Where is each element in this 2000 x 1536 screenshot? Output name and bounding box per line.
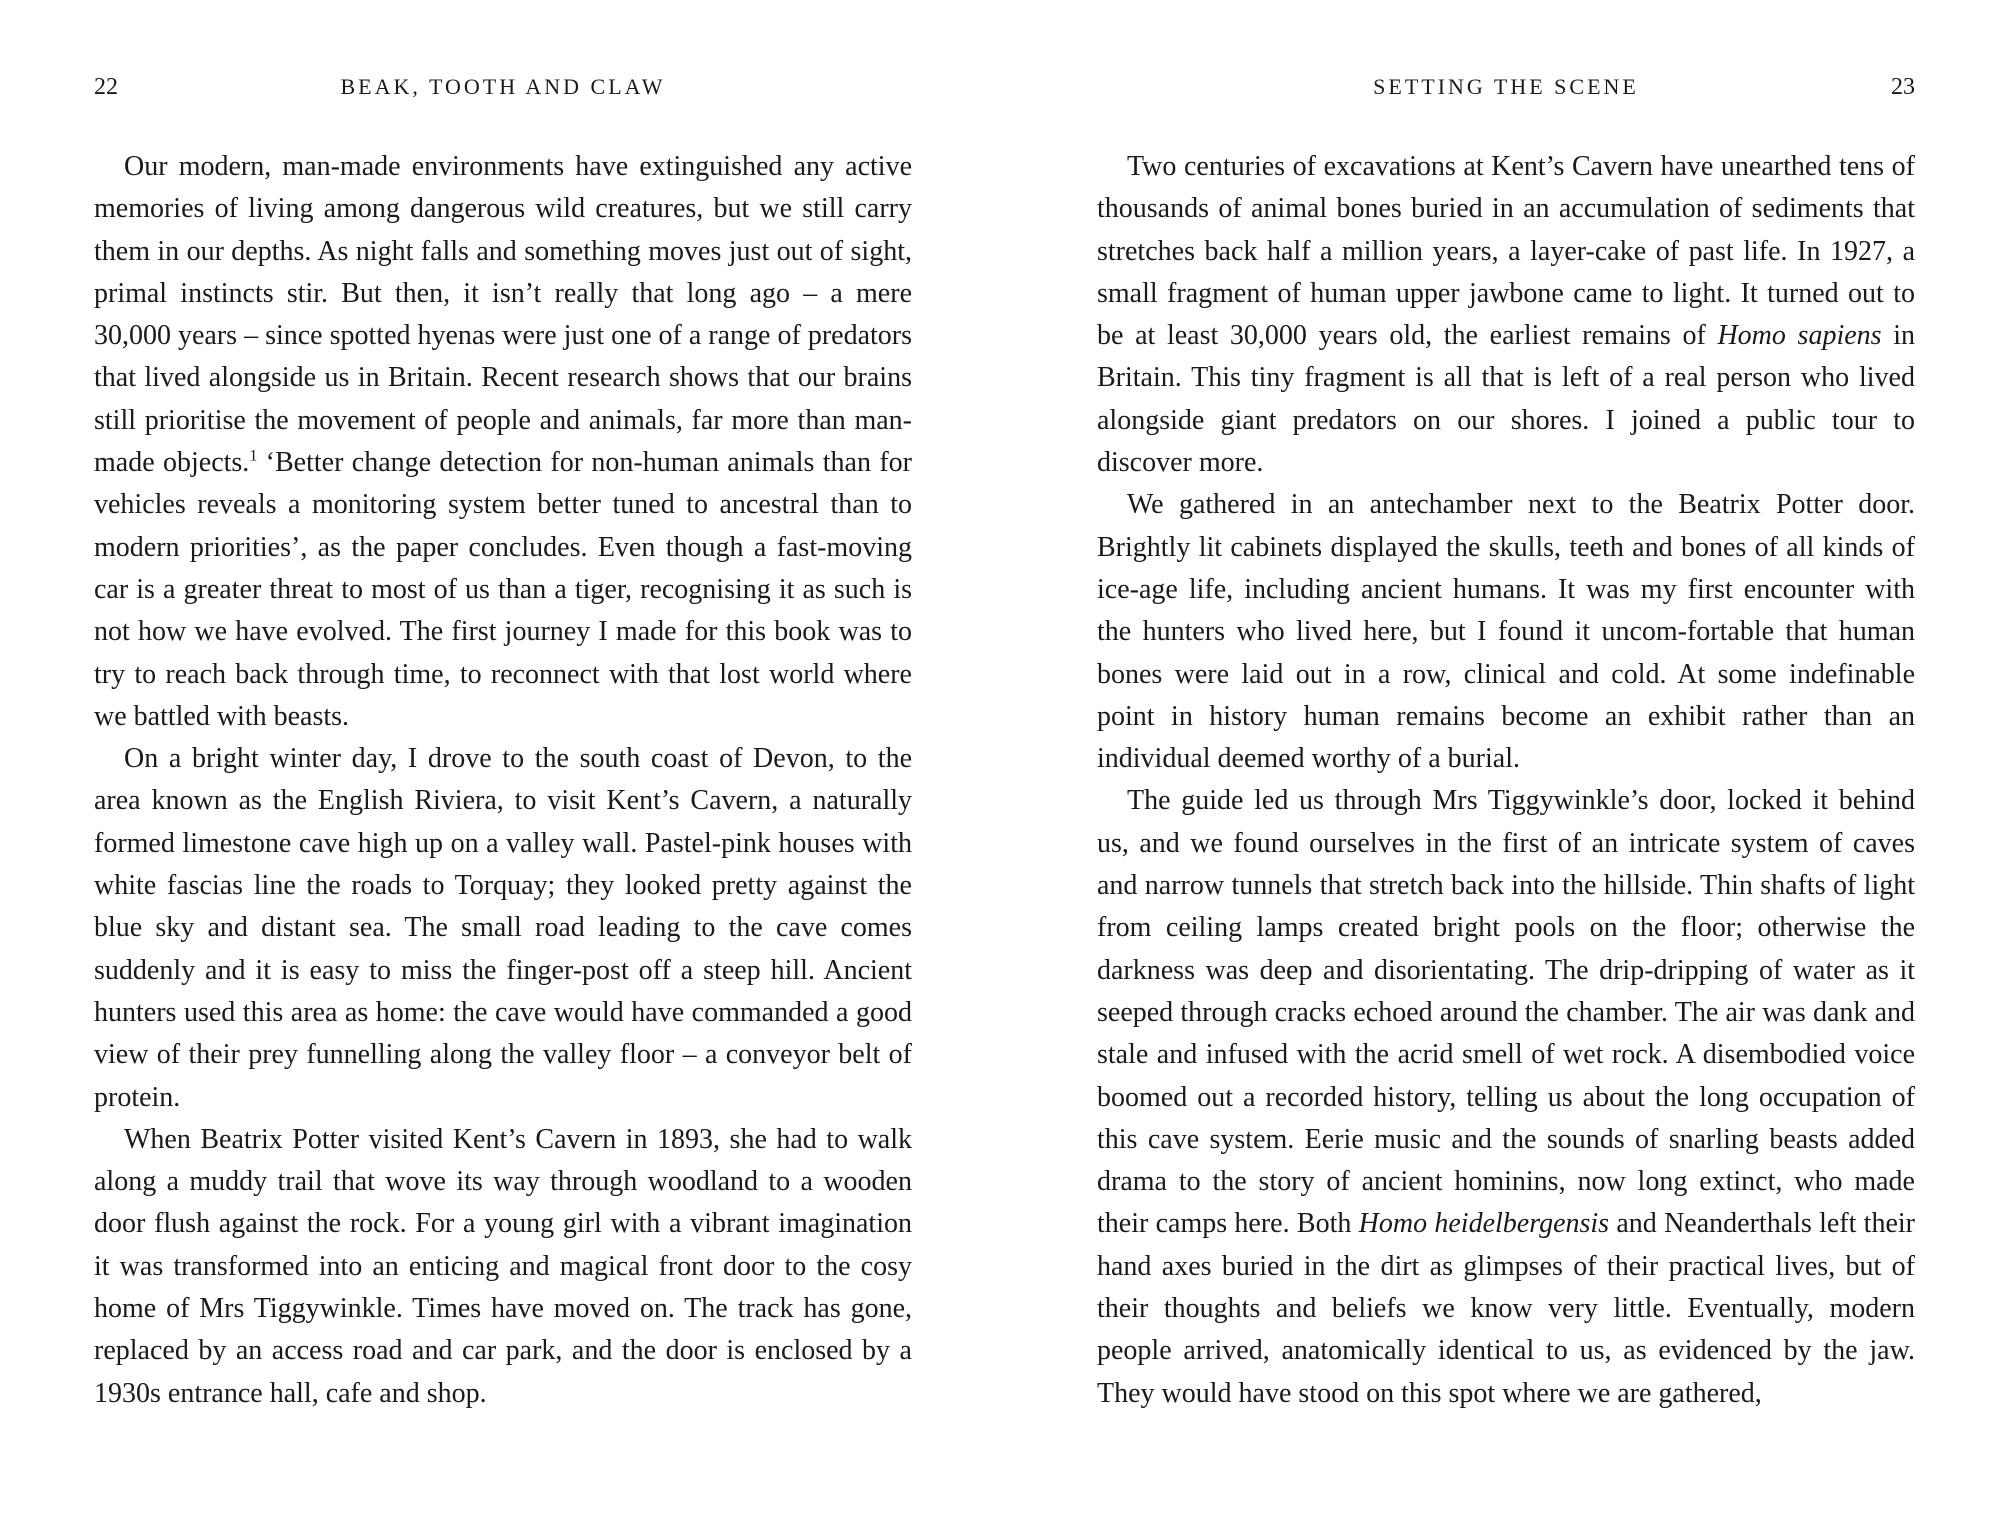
paragraph xyxy=(1097,484,1915,780)
book-title-header: BEAK, TOOTH AND CLAW xyxy=(340,74,666,99)
species-name: Homo heidelbergensis xyxy=(1358,1208,1610,1240)
paragraph xyxy=(1097,146,1915,484)
paragraph xyxy=(1097,780,1915,1414)
paragraph-text: in Britain. This tiny fragment is all that is left of a real person who lived alongside giant predators on our shores. I joined a public tour to discover more. xyxy=(1097,320,1915,479)
page-number-right: 23 xyxy=(1891,74,1915,100)
page-number-left: 22 xyxy=(94,74,118,100)
footnote-marker: 1 xyxy=(249,447,258,465)
paragraph-text: On a bright winter day, I drove to the south coast of Devon, to the area known as the English Riviera, to visit Kent’s Cavern, a naturally formed limestone cave high up on a valley wall. Pastel-pink houses with white fascias line the roads to Torquay; they looked pretty against the blue sky and distant sea. The small road leading to the cave comes suddenly and it is easy to miss the finger-post off a steep hill. Ancient hunters used this area as home: the cave would have commanded a good view of their prey funnelling along the valley floor – a conveyor belt of protein. xyxy=(94,743,912,1113)
paragraph xyxy=(94,1119,912,1415)
paragraph-text: We gathered in an antechamber next to the Beatrix Potter door. Brightly lit cabinets displayed the skulls, teeth and bones of all kinds of ice-age life, including ancient humans. It was my first encounter with the hunters who lived here, but I found it uncom-fortable that human bones were laid out in a row, clinical and cold. At some indefinable point in history human remains become an exhibit rather than an individual deemed worthy of a burial. xyxy=(1097,489,1915,775)
right-body-text xyxy=(1097,146,1915,1415)
left-running-head xyxy=(94,74,912,110)
paragraph-text: and Neanderthals left their hand axes buried in the dirt as glimpses of their practical lives, but of their thoughts and beliefs we know very little. Eventually, modern people arrived, anatomically identical to us, as evidenced by the jaw. They would have stood on this spot where we are gathered, xyxy=(1097,1208,1915,1409)
left-body-text xyxy=(94,146,912,1415)
paragraph xyxy=(94,146,912,738)
left-page xyxy=(94,0,912,1536)
paragraph-text: Two centuries of excavations at Kent’s Cavern have unearthed tens of thousands of animal bones buried in an accumulation of sediments that stretches back half a million years, a layer-cake of past life. In 1927, a small fragment of human upper jawbone came to light. It turned out to be at least 30,000 years old, the earliest remains of xyxy=(1097,151,1915,352)
right-running-head xyxy=(1097,74,1915,110)
paragraph-text: When Beatrix Potter visited Kent’s Cavern in 1893, she had to walk along a muddy trail that wove its way through woodland to a wooden door flush against the rock. For a young girl with a vibrant imagination it was transformed into an enticing and magical front door to the cosy home of Mrs Tiggywinkle. Times have moved on. The track has gone, replaced by an access road and car park, and the door is enclosed by a 1930s entrance hall, cafe and shop. xyxy=(94,1123,912,1409)
paragraph-text: The guide led us through Mrs Tiggywinkle’s door, locked it behind us, and we found ourselves in the first of an intricate system of caves and narrow tunnels that stretch back into the hillside. Thin shafts of light from ceiling lamps created bright pools on the floor; otherwise the darkness was deep and disorientating. The drip-dripping of water as it seeped through cracks echoed around the chamber. The air was dank and stale and infused with the acrid smell of wet rock. A disembodied voice boomed out a recorded history, telling us about the long occupation of this cave system. Eerie music and the sounds of snarling beasts added drama to the story of ancient hominins, now long extinct, who made their camps here. Both xyxy=(1097,785,1915,1240)
paragraph-text: ‘Better change detection for non-human animals than for vehicles reveals a monitoring system better tuned to ancestral than to modern priorities’, as the paper concludes. Even though a fast-moving car is a greater threat to most of us than a tiger, recognising it as such is not how we have evolved. The first journey I made for this book was to try to reach back through time, to reconnect with that lost world where we battled with beasts. xyxy=(94,447,912,732)
chapter-title-header: SETTING THE SCENE xyxy=(1373,74,1639,99)
paragraph xyxy=(94,738,912,1119)
species-name: Homo sapiens xyxy=(1717,320,1882,352)
paragraph-text: Our modern, man-made environments have extinguished any active memories of living among dangerous wild creatures, but we still carry them in our depths. As night falls and something moves just out of sight, primal instincts stir. But then, it isn’t really that long ago – a mere 30,000 years – since spotted hyenas were just one of a range of predators that lived alongside us in Britain. Recent research shows that our brains still prioritise the movement of people and animals, far more than man-made objects. xyxy=(94,151,912,479)
right-page xyxy=(1097,0,1915,1536)
